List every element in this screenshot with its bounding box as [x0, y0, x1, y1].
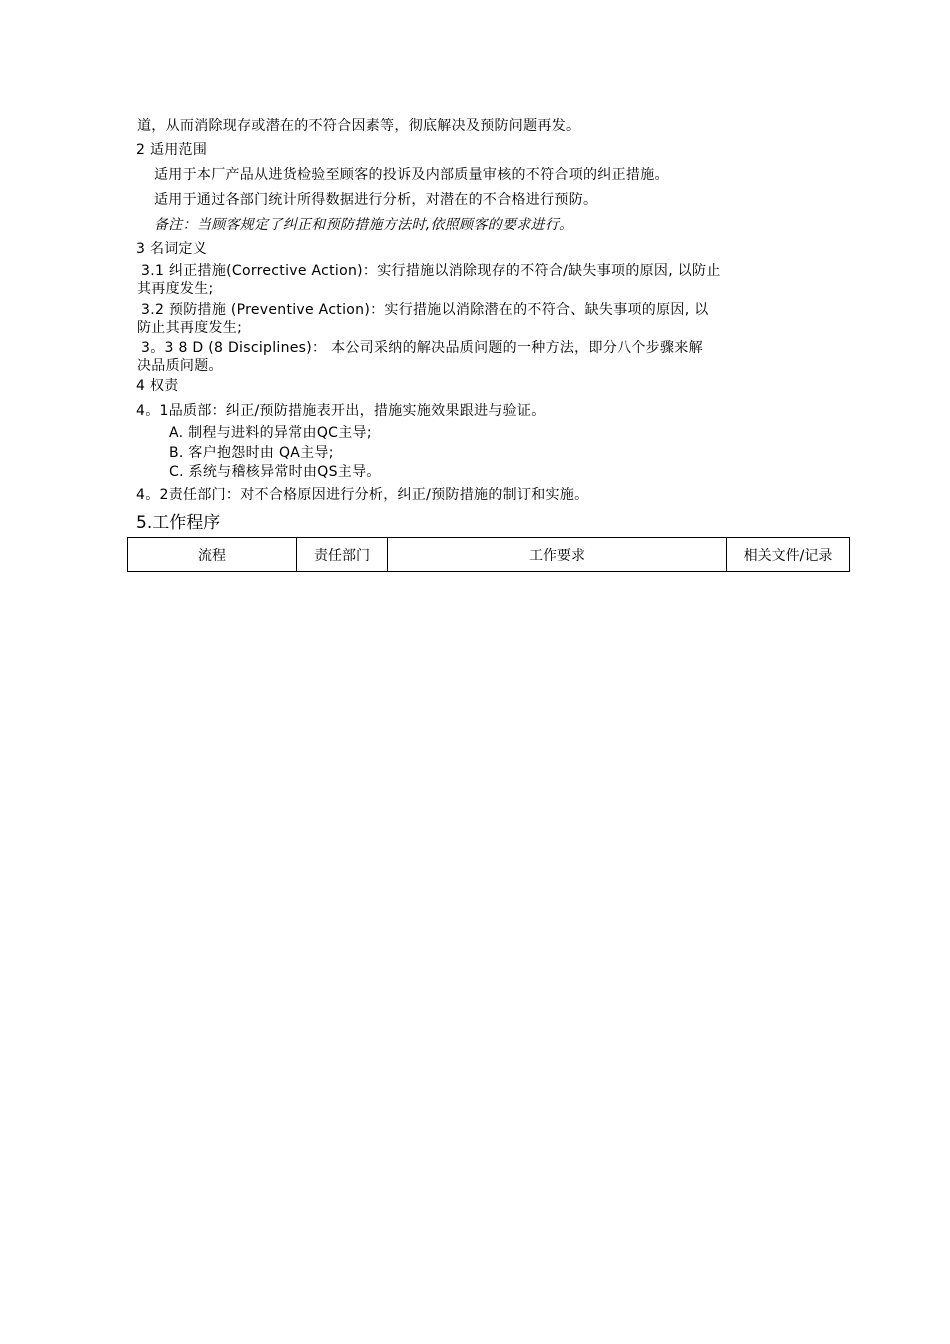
- definition-3-3-line-1: 3。3 8 D (8 Disciplines)： 本公司采纳的解决品质问题的一种方法，即分八个步骤来解: [141, 340, 703, 356]
- section-3-heading: 3 名词定义: [136, 241, 208, 257]
- definition-3-2-line-2: 防止其再度发生;: [137, 320, 243, 336]
- responsibility-item-b: B. 客户抱怨时由 QA主导;: [169, 445, 334, 461]
- responsibility-item-c: C. 系统与稽核异常时由QS主导。: [169, 464, 381, 480]
- scope-paragraph-1: 适用于本厂产品从进货检验至顾客的投诉及内部质量审核的不符合项的纠正措施。: [154, 167, 669, 183]
- procedure-table: [127, 537, 850, 572]
- section-2-heading: 2 适用范围: [136, 142, 208, 158]
- header-related-documents: 相关文件/记录: [727, 538, 850, 572]
- scope-paragraph-2: 适用于通过各部门统计所得数据进行分析，对潜在的不合格进行预防。: [154, 192, 598, 208]
- table-header-row: [128, 538, 850, 572]
- definition-3-3-line-2: 决品质问题。: [137, 358, 223, 374]
- intro-continuation: 道，从而消除现存或潜在的不符合因素等，彻底解决及预防问题再发。: [137, 118, 581, 134]
- section-5-heading: 5.工作程序: [136, 513, 221, 533]
- definition-3-1-line-1: 3.1 纠正措施(Corrective Action)：实行措施以消除现存的不符合/缺失事项的原因, 以防止: [141, 263, 721, 279]
- definition-3-1-line-2: 其再度发生;: [137, 281, 214, 297]
- responsibility-4-2: 4。2责任部门：对不合格原因进行分析，纠正/预防措施的制订和实施。: [136, 487, 589, 503]
- scope-note: 备注：当顾客规定了纠正和预防措施方法时,依照顾客的要求进行。: [154, 217, 574, 233]
- header-flow: 流程: [128, 538, 297, 572]
- header-responsible-dept: 责任部门: [297, 538, 388, 572]
- responsibility-4-1: 4。1品质部：纠正/预防措施表开出，措施实施效果跟进与验证。: [136, 403, 546, 419]
- header-work-requirements: 工作要求: [388, 538, 727, 572]
- definition-3-2-line-1: 3.2 预防措施 (Preventive Action)：实行措施以消除潜在的不符合、缺失事项的原因, 以: [141, 302, 709, 318]
- section-4-heading: 4 权责: [136, 378, 179, 394]
- responsibility-item-a: A. 制程与进料的异常由QC主导;: [169, 425, 372, 441]
